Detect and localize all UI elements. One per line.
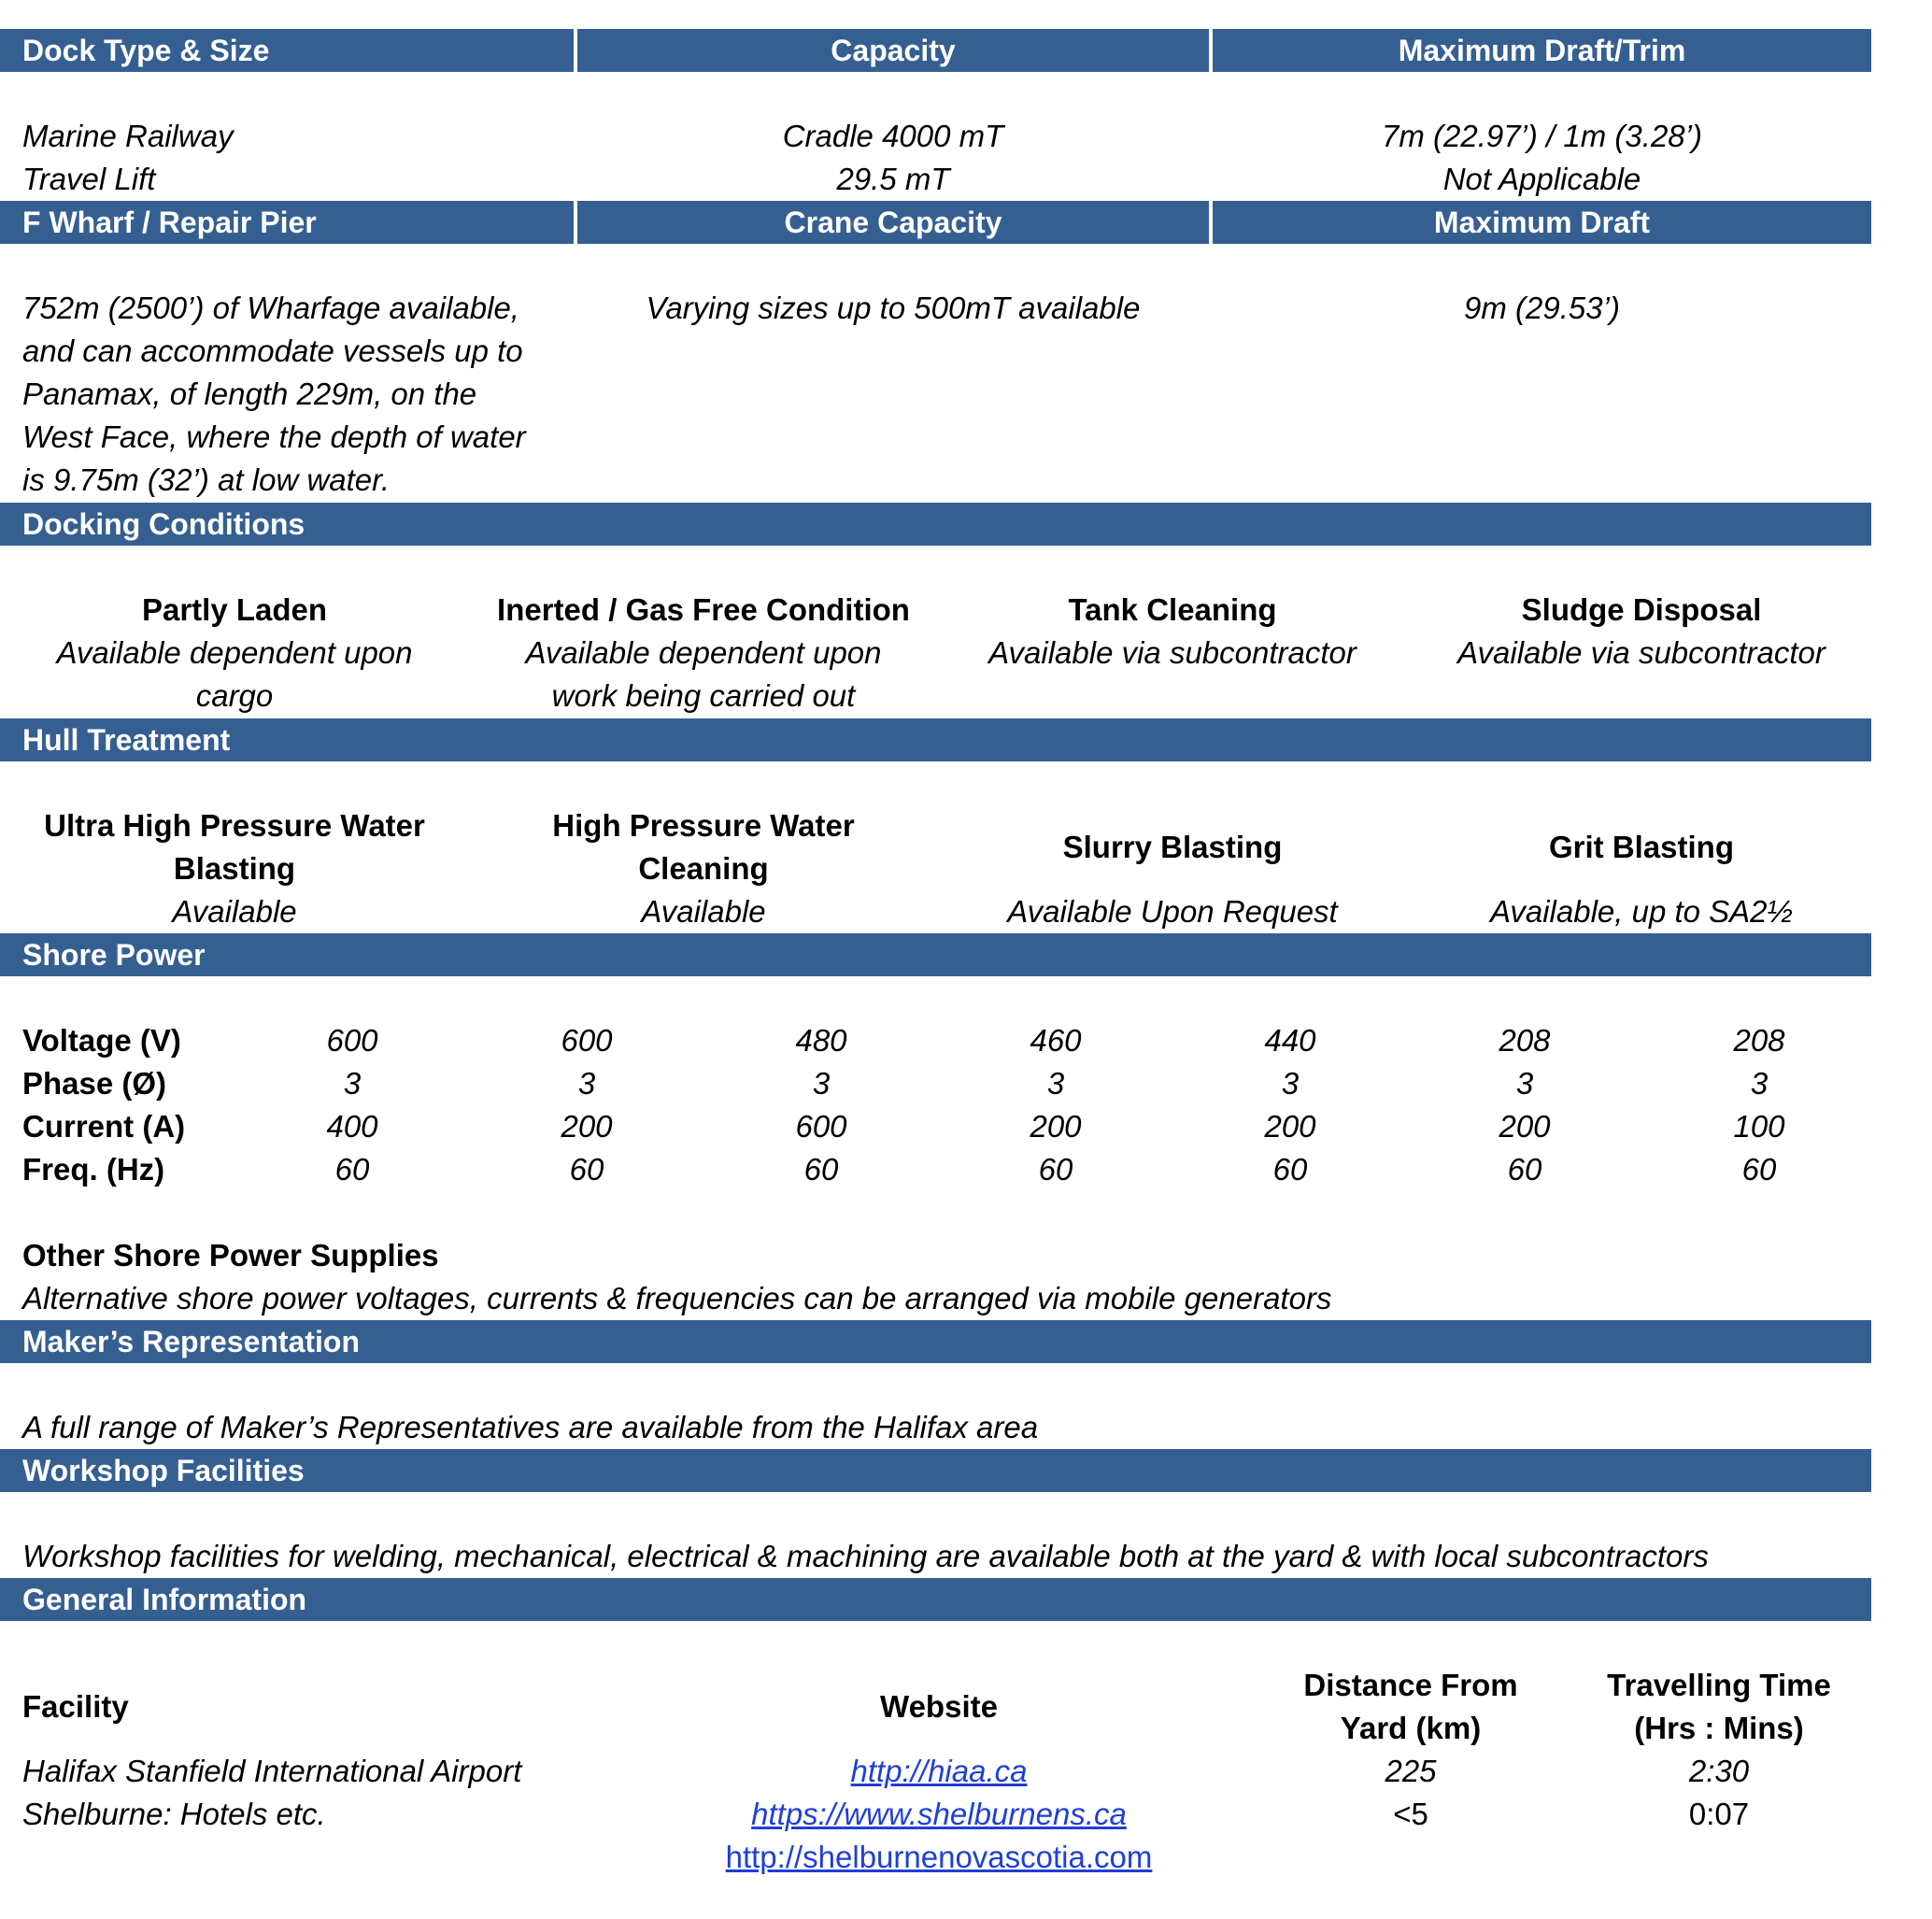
- hull-treatment-title: Blasting: [173, 851, 296, 886]
- crane-capacity-value: Varying sizes up to 500mT available: [646, 291, 1141, 325]
- website-cell: [659, 1836, 1219, 1879]
- docking-condition-title: Sludge Disposal: [1521, 592, 1762, 627]
- dock-type-marine-railway: Marine Railway: [22, 119, 234, 153]
- shore-power-value: 440: [1264, 1023, 1316, 1058]
- shore-power-value: 3: [812, 1066, 831, 1101]
- shore-power-value: 60: [1507, 1152, 1542, 1187]
- wharf-description-line: is 9.75m (32’) at low water.: [22, 462, 391, 497]
- time-column-header: Travelling Time: [1607, 1668, 1831, 1702]
- shore-power-value: 3: [1750, 1066, 1769, 1101]
- distance-column-header: Distance From: [1303, 1668, 1518, 1702]
- distance-value: 225: [1385, 1754, 1437, 1788]
- time-value: 0:07: [1688, 1797, 1750, 1831]
- wharf-description-line: 752m (2500’) of Wharfage available,: [22, 291, 519, 325]
- docking-condition-title: Inerted / Gas Free Condition: [497, 592, 910, 627]
- shore-power-value: 600: [795, 1109, 847, 1144]
- shore-power-value: 100: [1733, 1109, 1785, 1144]
- max-draft-trim-header: Maximum Draft/Trim: [1398, 34, 1686, 67]
- max-draft-header: Maximum Draft: [1433, 206, 1651, 239]
- shore-power-value: 60: [1741, 1152, 1777, 1187]
- dock-header-band: [0, 29, 1871, 72]
- wharf-description-line: and can accommodate vessels up to: [22, 334, 523, 368]
- hull-treatment-band: [0, 718, 1871, 761]
- wharf-header-band: [0, 201, 1871, 244]
- draft-marine-railway: 7m (22.97’) / 1m (3.28’): [1382, 119, 1702, 153]
- hull-treatment-title: Grit Blasting: [1548, 830, 1735, 864]
- hull-treatment-status: Available Upon Request: [1007, 894, 1338, 929]
- distance-value: <5: [1393, 1797, 1428, 1831]
- docking-condition-detail: Available dependent upon: [56, 635, 413, 670]
- shore-power-value: 60: [1038, 1152, 1073, 1187]
- distance-column-header: Yard (km): [1340, 1711, 1482, 1745]
- hull-treatment-title: Slurry Blasting: [1062, 830, 1283, 864]
- shore-power-value: 600: [561, 1023, 613, 1058]
- docking-conditions-header: Docking Conditions: [22, 507, 305, 541]
- shore-power-value: 200: [1499, 1109, 1551, 1144]
- wharf-max-draft-value: 9m (29.53’): [1464, 291, 1620, 325]
- time-value: 2:30: [1688, 1754, 1750, 1788]
- general-information-header: General Information: [22, 1583, 307, 1616]
- airport-website-link[interactable]: http://hiaa.ca: [850, 1754, 1028, 1788]
- makers-representation-band: [0, 1320, 1871, 1363]
- workshop-facilities-band: [0, 1449, 1871, 1492]
- shore-power-value: 60: [569, 1152, 604, 1187]
- wharf-header: F Wharf / Repair Pier: [22, 206, 317, 239]
- wharf-description-line: Panamax, of length 229m, on the: [22, 377, 477, 411]
- shelburne-website-link[interactable]: https://www.shelburnens.ca: [751, 1797, 1127, 1831]
- shore-power-label-voltage: Voltage (V): [22, 1023, 181, 1058]
- makers-representation-header: Maker’s Representation: [22, 1325, 361, 1358]
- shore-power-label-phase: Phase (Ø): [22, 1066, 167, 1101]
- hull-treatment-status: Available: [641, 894, 766, 929]
- workshop-facilities-header: Workshop Facilities: [22, 1454, 305, 1487]
- shore-power-value: 208: [1733, 1023, 1785, 1058]
- website-column-header: Website: [880, 1689, 998, 1724]
- shore-power-band: [0, 933, 1871, 976]
- docking-conditions-band: [0, 503, 1871, 546]
- dock-type-header: Dock Type & Size: [22, 34, 270, 67]
- other-shore-power-text: Alternative shore power voltages, currents & frequencies can be arranged via mobile generators: [22, 1281, 1332, 1315]
- shore-power-value: 60: [803, 1152, 839, 1187]
- capacity-travel-lift: 29.5 mT: [836, 162, 950, 196]
- makers-representation-text: A full range of Maker’s Representatives are available from the Halifax area: [22, 1410, 1039, 1444]
- draft-travel-lift: Not Applicable: [1442, 162, 1641, 196]
- shore-power-value: 600: [326, 1023, 378, 1058]
- docking-condition-title: Partly Laden: [141, 592, 328, 627]
- shore-power-value: 3: [1515, 1066, 1534, 1101]
- docking-condition-detail: Available via subcontractor: [988, 635, 1357, 670]
- hull-treatment-status: Available, up to SA2½: [1489, 894, 1794, 929]
- general-information-band: [0, 1578, 1871, 1621]
- shore-power-value: 3: [343, 1066, 362, 1101]
- shore-power-value: 60: [1272, 1152, 1308, 1187]
- facility-column-header: Facility: [22, 1689, 129, 1724]
- dock-type-travel-lift: Travel Lift: [22, 162, 156, 196]
- shore-power-value: 200: [561, 1109, 613, 1144]
- website-cell: [659, 1750, 1219, 1793]
- docking-condition-detail: Available via subcontractor: [1457, 635, 1825, 670]
- docking-condition-title: Tank Cleaning: [1068, 592, 1277, 627]
- shore-power-value: 200: [1264, 1109, 1316, 1144]
- shore-power-label-current: Current (A): [22, 1109, 186, 1144]
- capacity-marine-railway: Cradle 4000 mT: [782, 119, 1004, 153]
- shore-power-label-frequency: Freq. (Hz): [22, 1152, 165, 1187]
- shore-power-value: 3: [1281, 1066, 1300, 1101]
- shore-power-value: 200: [1030, 1109, 1082, 1144]
- hull-treatment-title: Cleaning: [638, 851, 769, 886]
- docking-condition-detail: Available dependent upon: [525, 635, 882, 670]
- wharf-description-line: West Face, where the depth of water: [22, 419, 526, 454]
- docking-condition-detail: work being carried out: [551, 678, 856, 713]
- shore-power-value: 480: [795, 1023, 847, 1058]
- shore-power-header: Shore Power: [22, 938, 206, 972]
- hull-treatment-status: Available: [172, 894, 297, 929]
- hull-treatment-title: High Pressure Water: [552, 808, 855, 843]
- shore-power-value: 60: [334, 1152, 370, 1187]
- shore-power-value: 208: [1499, 1023, 1551, 1058]
- shore-power-value: 3: [577, 1066, 596, 1101]
- shore-power-value: 460: [1030, 1023, 1082, 1058]
- other-shore-power-title: Other Shore Power Supplies: [22, 1238, 439, 1272]
- hull-treatment-header: Hull Treatment: [22, 723, 231, 757]
- website-cell: [659, 1793, 1219, 1836]
- facility-name: Shelburne: Hotels etc.: [22, 1797, 326, 1831]
- crane-capacity-header: Crane Capacity: [784, 206, 1002, 239]
- hull-treatment-title: Ultra High Pressure Water: [44, 808, 425, 843]
- workshop-facilities-text: Workshop facilities for welding, mechanical, electrical & machining are available both at the yard & with local subcontractors: [22, 1539, 1709, 1573]
- shelburne-novascotia-link[interactable]: http://shelburnenovascotia.com: [725, 1840, 1153, 1874]
- docking-condition-detail: cargo: [195, 678, 274, 713]
- shore-power-value: 3: [1046, 1066, 1065, 1101]
- time-column-header: (Hrs : Mins): [1634, 1711, 1804, 1745]
- facility-name: Halifax Stanfield International Airport: [22, 1754, 522, 1788]
- shore-power-value: 400: [326, 1109, 378, 1144]
- capacity-header: Capacity: [831, 34, 956, 67]
